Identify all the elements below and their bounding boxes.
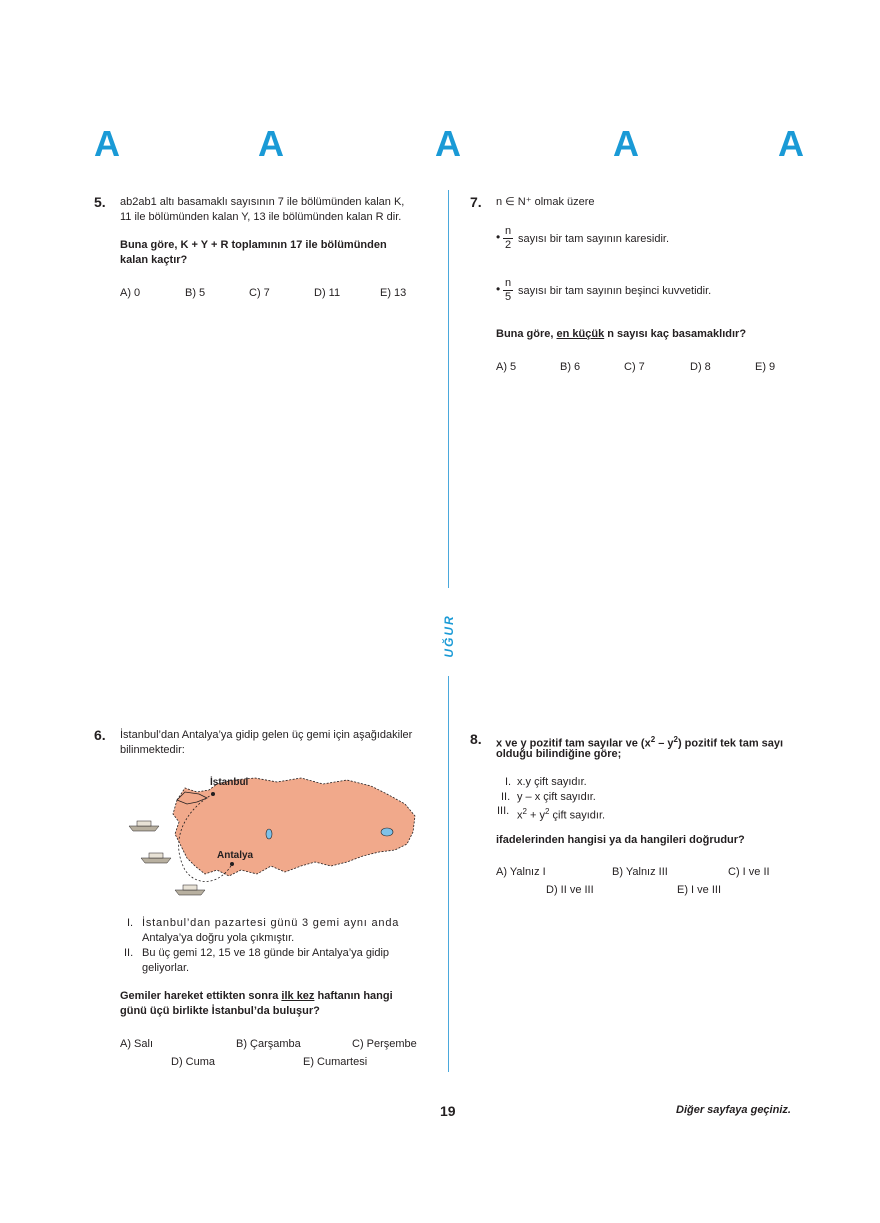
bullet-icon: • [496,282,501,296]
fraction: n 5 [504,277,512,303]
answer-option[interactable]: B) 6 [560,361,581,373]
question-prompt: Buna göre, K + Y + R toplamının 17 ile bölümünden [120,239,387,251]
question-text: ab2ab1 altı basamaklı sayısının 7 ile bölümünden kalan K, [120,196,405,208]
answer-option[interactable]: C) Perşembe [352,1038,417,1050]
answer-option[interactable]: D) II ve III [546,884,594,896]
question-text: bilinmektedir: [120,744,185,756]
statement-text: geliyorlar. [142,962,190,974]
statement-text: Bu üç gemi 12, 15 ve 18 günde bir Antalya’ya gidip [142,947,390,959]
question-text: 11 ile bölümünden kalan Y, 13 ile bölümünden kalan R dir. [120,211,402,223]
map-label-antalya: Antalya [217,850,254,861]
answer-option[interactable]: D) Cuma [171,1056,216,1068]
ship-icon [141,853,171,863]
answer-option[interactable]: B) Yalnız III [612,866,668,878]
statement-text: y – x çift sayıdır. [517,791,596,803]
question-prompt: günü üçü birlikte İstanbul’da buluşur? [120,1005,320,1017]
question-number: 8. [470,731,482,747]
column-divider [448,190,449,588]
statement-number: II. [501,791,511,803]
question-number: 7. [470,194,482,210]
booklet-letter: A [94,123,120,164]
answer-option[interactable]: C) I ve II [728,866,770,878]
answer-option[interactable]: E) 9 [755,361,776,373]
question-text: olduğu bilindiğine göre; [496,748,622,760]
answer-option[interactable]: E) I ve III [677,884,722,896]
booklet-letter: A [778,123,804,164]
booklet-letter: A [613,123,639,164]
bullet-icon: • [496,230,501,244]
publisher-watermark: UĞUR [442,614,456,658]
answer-option[interactable]: C) 7 [249,287,270,299]
statement-number: I. [505,776,512,788]
antalya-dot [230,862,234,866]
lake-van [381,828,393,836]
booklet-letter: A [435,123,461,164]
statement-text: x.y çift sayıdır. [517,776,587,788]
answer-option[interactable]: E) Cumartesi [303,1056,368,1068]
answer-option[interactable]: A) Yalnız I [496,866,546,878]
question-number: 6. [94,727,106,743]
question-number: 5. [94,194,106,210]
ship-icon [175,885,205,895]
answer-option[interactable]: A) 5 [496,361,517,373]
lake-tuz [266,829,272,839]
statement-number: I. [127,917,134,929]
question-prompt: kalan kaçtır? [120,254,188,266]
booklet-letter: A [258,123,284,164]
column-divider [448,676,449,1072]
statement-text: İstanbul’dan pazartesi günü 3 gemi aynı anda [142,917,400,929]
turkey-map [125,770,420,900]
answer-option[interactable]: C) 7 [624,361,645,373]
answer-option[interactable]: B) Çarşamba [236,1038,301,1050]
statement-text: Antalya’ya doğru yola çıkmıştır. [142,932,295,944]
question-prompt: Gemiler hareket ettikten sonra ilk kez haftanın hangi [120,990,393,1002]
answer-option[interactable]: E) 13 [380,287,407,299]
answer-option[interactable]: D) 8 [690,361,711,373]
statement-number: III. [497,805,510,817]
answer-option[interactable]: D) 11 [314,287,341,299]
statement-number: II. [124,947,134,959]
fraction: n 2 [504,225,512,251]
answer-option[interactable]: B) 5 [185,287,206,299]
question-prompt: ifadelerinden hangisi ya da hangileri doğrudur? [496,834,745,846]
ship-icon [129,821,159,831]
page-number: 19 [440,1103,456,1119]
answer-option[interactable]: A) Salı [120,1038,154,1050]
answer-option[interactable]: A) 0 [120,287,141,299]
bullet-text: sayısı bir tam sayının beşinci kuvvetidir. [518,285,712,297]
question-text: İstanbul’dan Antalya’ya gidip gelen üç gemi için aşağıdakiler [120,729,413,741]
map-label-istanbul: İstanbul [210,777,249,788]
question-text: x ve y pozitif tam sayılar ve $(x^2 - y^2)$ pozitif tek tam sayı [496,735,784,750]
bullet-text: sayısı bir tam sayının karesidir. [518,233,669,245]
next-page-note: Diğer sayfaya geçiniz. [676,1104,791,1116]
question-text: n ∈ N⁺ olmak üzere [496,196,595,208]
turkey-landmass [173,778,415,876]
question-prompt: Buna göre, en küçük n sayısı kaç basamaklıdır? [496,328,747,340]
statement-text: $x^2 + y^2$ çift sayıdır. [517,807,606,822]
